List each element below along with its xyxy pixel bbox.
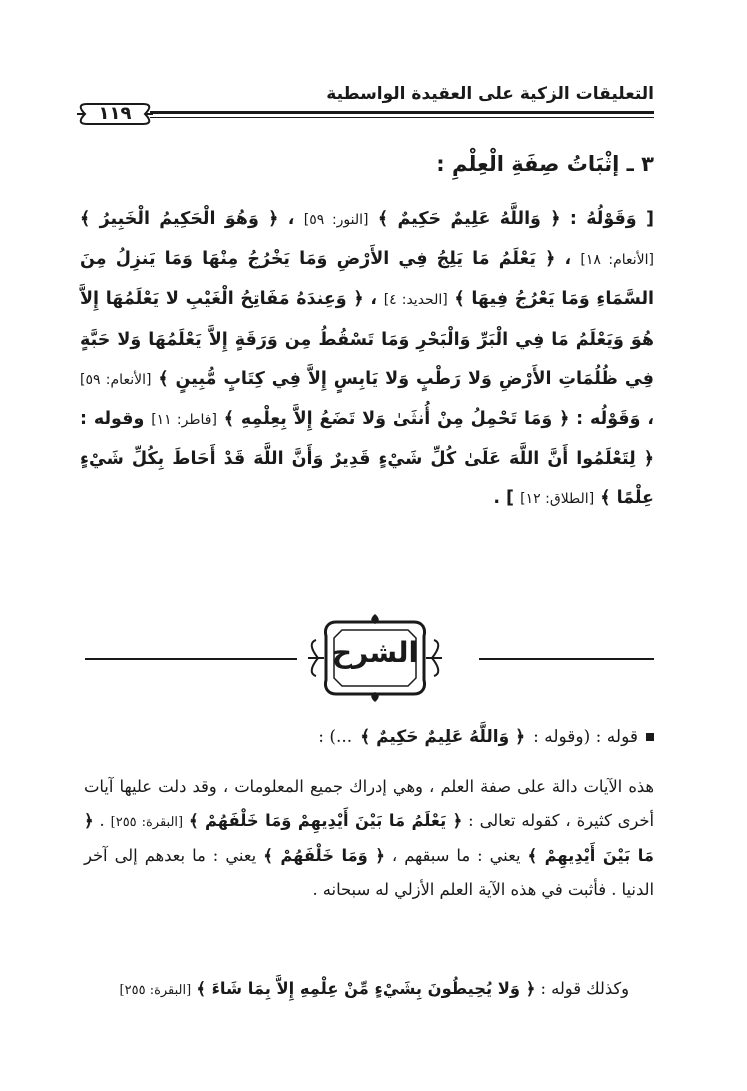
square-bullet-icon [646, 733, 654, 741]
sharh-label: الشرح [331, 636, 419, 669]
running-header-title: التعليقات الزكية على العقيدة الواسطية [326, 84, 654, 104]
matn-text [80, 200, 654, 520]
sharh-paragraph [84, 972, 629, 1008]
sharh-text: . [99, 810, 105, 830]
verse-quote: ﴿ وَلا يُحِيطُونَ بِشَيْءٍ مِّنْ عِلْمِهِ إِلاَّ بِمَا شَاءَ ﴾ [196, 979, 536, 998]
sharh-text: وكذلك قوله : [540, 979, 629, 998]
verse-reference: [البقرة: ٢٥٥] [119, 983, 192, 998]
matn-part: ، وَقَوْلُه : ﴿ وَمَا تَحْمِلُ مِنْ أُنثَىٰ وَلا تَضَعُ إِلاَّ بِعِلْمِهِ ﴾ [223, 409, 654, 430]
verse-reference: [الأنعام: ٥٩] [80, 371, 152, 388]
verse-reference: [الطلاق: ١٢] [520, 491, 595, 508]
header-rule [150, 111, 654, 118]
matn-part: ، ﴿ وَهُوَ الْحَكِيمُ الْخَبِيرُ ﴾ [80, 209, 295, 229]
verse-reference: [فاطر: ١١] [151, 412, 217, 429]
verse-reference: [الأنعام: ١٨] [580, 252, 655, 269]
section-heading: ٣ ـ إثْبَاتُ صِفَةِ الْعِلْمِ : [436, 152, 654, 176]
matn-part: ] . [493, 488, 515, 509]
divider-line-left [85, 658, 297, 660]
matn-part: ، ﴿ يَعْلَمُ مَا يَلِجُ فِي الأَرْضِ وَمَا يَخْرُجُ مِنْهَا وَمَا يَنزِلُ مِنَ السَّمَاءِ وَمَا يَعْرُجُ فِيهَا ﴾ [80, 249, 655, 310]
sharh-text: يعني : ما سبقهم ، [391, 846, 521, 865]
sharh-text: يعني : ما بعدهم إلى آخر الدنيا . فأثبت في هذه الآية العلم الأزلي له سبحانه . [84, 846, 654, 899]
lead-quote: ﴿ وَاللَّهُ عَلِيمٌ حَكِيمٌ ﴾ [360, 727, 526, 747]
matn-part: ، ﴿ وَعِندَهُ مَفَاتِحُ الْغَيْبِ لا يَعْلَمُهَا إِلاَّ هُوَ وَيَعْلَمُ مَا فِي الْبَرِّ وَالْبَحْرِ وَمَا تَسْقُطُ مِن وَرَقَةٍ إِلاَّ يَعْلَمُهَا وَلا حَبَّةٍ فِي ظُلُمَاتِ الأَرْضِ وَلا رَطْبٍ وَلا يَابِسٍ إِلاَّ فِي كِتَابٍ مُّبِينٍ ﴾ [80, 289, 654, 389]
verse-reference: [الحديد: ٤] [383, 292, 448, 309]
matn-part: وقوله : ﴿ لِتَعْلَمُوا أَنَّ اللَّهَ عَلَىٰ كُلِّ شَيْءٍ قَدِيرٌ وَأَنَّ اللَّهَ قَدْ أَحَاطَ بِكُلِّ شَيْءٍ عِلْمًا ﴾ [80, 409, 654, 509]
divider-line-right [479, 658, 654, 660]
sharh-paragraph [84, 770, 654, 906]
lead-prefix: قوله : (وقوله : [533, 726, 638, 747]
verse-quote: ﴿ مَا بَيْنَ أَيْدِيهِمْ ﴾ [84, 810, 654, 865]
page-number: ١١٩ [98, 103, 132, 124]
verse-reference: [النور: ٥٩] [303, 212, 369, 228]
verse-quote: ﴿ وَمَا خَلْفَهُمْ ﴾ [263, 846, 385, 865]
sharh-text: هذه الآيات دالة على صفة العلم ، وهي إدراك جميع المعلومات ، وقد دلت عليها آيات أخرى كثيرة ، كقوله تعالى : [84, 777, 654, 830]
sharh-lead-line [318, 726, 654, 747]
verse-reference: [البقرة: ٢٥٥] [110, 814, 184, 830]
verse-quote: ﴿ يَعْلَمُ مَا بَيْنَ أَيْدِيهِمْ وَمَا خَلْفَهُمْ ﴾ [189, 810, 463, 830]
matn-part: [ وَقَوْلُهُ : ﴿ وَاللَّهُ عَلِيمٌ حَكِيمٌ ﴾ [377, 209, 655, 229]
lead-suffix: ...) : [318, 726, 353, 747]
